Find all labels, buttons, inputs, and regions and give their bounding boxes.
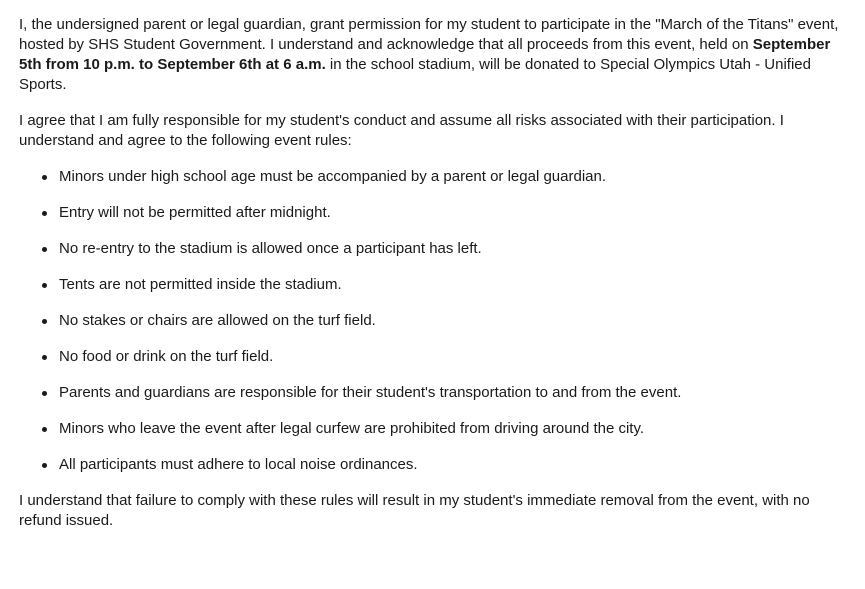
rule-item: Entry will not be permitted after midnight. — [59, 203, 851, 223]
rule-item: All participants must adhere to local noise ordinances. — [59, 455, 851, 475]
intro-text-end: in the school stadium, will be donated to Special Olympics Utah - Unified Sports. — [19, 56, 811, 93]
rule-item: No re-entry to the stadium is allowed once a participant has left. — [59, 239, 851, 259]
rule-item: Minors under high school age must be accompanied by a parent or legal guardian. — [59, 167, 851, 187]
rule-item: No stakes or chairs are allowed on the turf field. — [59, 311, 851, 331]
rule-item: Parents and guardians are responsible for their student's transportation to and from the event. — [59, 383, 851, 403]
rule-item: Tents are not permitted inside the stadium. — [59, 275, 851, 295]
event-rules-list — [19, 167, 851, 475]
event-date-time: September 5th from 10 p.m. to September 6th at 6 a.m. — [19, 36, 831, 73]
rule-item: No food or drink on the turf field. — [59, 347, 851, 367]
compliance-paragraph: I understand that failure to comply with these rules will result in my student's immediate removal from the event, with no refund issued. — [19, 492, 810, 529]
intro-paragraph — [19, 15, 851, 95]
responsibility-paragraph: I agree that I am fully responsible for my student's conduct and assume all risks associated with their participation. I understand and agree to the following event rules: — [19, 112, 784, 149]
rule-item: Minors who leave the event after legal curfew are prohibited from driving around the city. — [59, 419, 851, 439]
intro-text-start: I, the undersigned parent or legal guardian, grant permission for my student to participate in the "March of the Titans" event, hosted by SHS Student Government. I understand and acknowledge that all proceeds from this event, held on — [19, 16, 839, 53]
permission-form-document — [19, 15, 851, 547]
